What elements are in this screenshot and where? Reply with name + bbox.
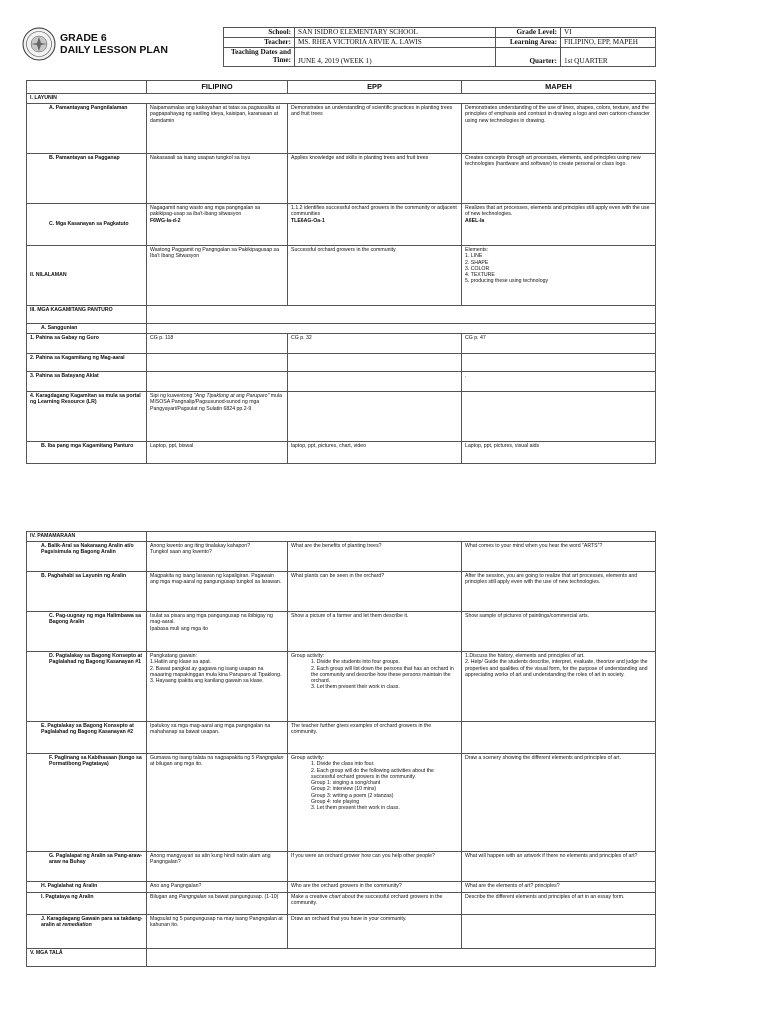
cell-filipino: Anong mangyayari sa atin kung hindi natin alam ang Pangngalan?	[147, 852, 288, 882]
cell-mapeh: Demonstrates understanding of the use of lines, shapes, colors, texture, and the principles of emphasis and contrast in drawing a logo and own cartoon character using new technologies in drawing.	[462, 104, 656, 154]
cell-epp: What are the benefits of planting trees?	[288, 542, 462, 572]
cell-mapeh: After the session, you are going to realize that art processes, elements and principles still apply even with the use of new technologies.	[462, 572, 656, 612]
emphasis-term: Pangngalan	[178, 894, 207, 900]
row-label: F. Paglinang sa Kabihasaan (tungo sa Pormatibong Pagtataya)	[27, 754, 147, 852]
column-header-row	[27, 81, 656, 94]
cell-mapeh: Creates concepts through art processes, elements, and principles using new technologies (hardware and software) to create personal or class logo.	[462, 154, 656, 204]
list-item: 1. Divide the students into four groups.	[311, 659, 400, 666]
learning-area-value: FILIPINO, EPP, MAPEH	[561, 38, 656, 48]
cell-text: Group activity:	[291, 653, 325, 659]
cell-epp: CG p. 32	[288, 334, 462, 354]
table-row	[27, 532, 656, 542]
table-row	[27, 204, 656, 246]
row-label: I. Pagtataya ng Aralin	[27, 893, 147, 915]
cell-epp: laptop, ppt, pictures, chart, video	[288, 442, 462, 464]
table-row	[27, 246, 656, 306]
cell-mapeh: Laptop, ppt, pictures, visual aids	[462, 442, 656, 464]
row-label: A. Pamantayang Pangnilalaman	[27, 104, 147, 154]
cell-filipino: Ipatukoy sa mga mag-aaral ang mga pangngalan na mahahanap sa bawat usapan.	[147, 722, 288, 754]
cell-epp	[288, 392, 462, 442]
cell-epp: Successful orchard growers in the community	[288, 246, 462, 306]
row-label: A. Balik-Aral sa Nakaraang Aralin at/o Pagsisimula ng Bagong Aralin	[27, 542, 147, 572]
table-row	[27, 334, 656, 354]
cell-mapeh	[462, 354, 656, 372]
cell-mapeh	[462, 204, 656, 246]
list-item: 2. Each group will do the following activities about the successful orchard growers in the community. Group 1: singing a song/chant Group 2: interview (10 mins) Group 3: writing a poem (2 stanzas) Group 4: role playing	[311, 767, 434, 806]
column-header-blank	[27, 81, 147, 94]
cell-filipino: Magsulat ng 5 pangungusap na may isang Pangngalan at kahunan ito.	[147, 915, 288, 949]
table-row	[27, 722, 656, 754]
list-item: 3. Let them present their work in class.	[311, 805, 400, 812]
cell-epp: What plants can be seen in the orchard?	[288, 572, 462, 612]
story-title: "Ang Tipaklong at ang Paruparo"	[193, 393, 270, 399]
lesson-plan-table-part1	[26, 80, 656, 464]
cell-epp: Applies knowledge and skills in planting trees and fruit trees	[288, 154, 462, 204]
table-row	[27, 392, 656, 442]
cell-filipino	[147, 392, 288, 442]
column-header-mapeh: MAPEH	[462, 81, 656, 94]
row-label: 3. Pahina sa Batayang Aklat	[27, 372, 147, 392]
cell-filipino	[147, 354, 288, 372]
row-label: D. Pagtalakay sa Bagong Konsepto at Paglalahad ng Bagong Kasanayan #1	[27, 652, 147, 722]
grade-level-label: Grade Level:	[496, 28, 561, 38]
row-label: C. Pag-uugnay ng mga Halimbawa sa Bagong Aralin	[27, 612, 147, 652]
table-row	[27, 154, 656, 204]
cell-filipino: Isulat sa pisara ang mga pangungusap na ibibigay ng mag-aaral. Ipabasa muli ang mga ito	[147, 612, 288, 652]
cell-mapeh: What comes to your mind when you hear the word "ARTS"?	[462, 542, 656, 572]
cell-epp	[288, 372, 462, 392]
row-label: G. Paglalapat ng Aralin sa Pang-araw-araw na Buhay	[27, 852, 147, 882]
row-label: 2. Pahina sa Kagamitang ng Mag-aaral	[27, 354, 147, 372]
learning-area-label: Learning Area:	[496, 38, 561, 48]
grade-title: GRADE 6	[60, 32, 107, 44]
empty-cell	[147, 949, 656, 967]
cell-mapeh	[462, 722, 656, 754]
emphasis-term: remediation	[62, 922, 92, 929]
table-row	[27, 306, 656, 324]
cell-epp	[288, 754, 462, 852]
cell-mapeh: CG p. 47	[462, 334, 656, 354]
row-label: V. MGA TALÂ	[27, 949, 147, 967]
column-header-filipino: FILIPINO	[147, 81, 288, 94]
teacher-value: MS. RHEA VICTORIA ARVIE A. LAWIS	[295, 38, 496, 48]
table-row	[27, 652, 656, 722]
cell-epp	[288, 204, 462, 246]
row-label: E. Pagtalakay sa Bagong Konsepto at Paglalahad ng Bagong Kasanayan #2	[27, 722, 147, 754]
cell-filipino: Nakasasali sa isang usapan tungkol sa isyu	[147, 154, 288, 204]
row-label: 1. Pahina sa Gabay ng Guro	[27, 334, 147, 354]
cell-epp: Make a creative chart about the successful orchard growers in the community.	[288, 893, 462, 915]
cell-filipino: Laptop, ppt, biswal	[147, 442, 288, 464]
activity-list	[291, 659, 458, 690]
cell-epp	[288, 354, 462, 372]
cell-text: Nagagamit nang wasto ang mga pangngalan sa pakikipag-usap sa iba't-ibang sitwasyon	[150, 205, 261, 218]
competency-code: TLE6AG-Oa-1	[291, 217, 325, 224]
empty-cell	[147, 306, 656, 324]
document-header	[22, 27, 655, 73]
section-layunin: I. LAYUNIN	[27, 94, 656, 104]
table-row	[27, 612, 656, 652]
table-row	[27, 754, 656, 852]
row-label: III. MGA KAGAMITANG PANTURO	[27, 306, 147, 324]
cell-text: mula MISOSA Pangnalip/Pagsusunod-sunod ng mga Pangyayari/Pagsulat ng Sulatin 6824 pp.2-9	[150, 393, 282, 412]
activity-list	[291, 761, 458, 811]
cell-filipino: Magpakita ng isang larawan ng kapaligiran. Pagawain ang mga mag-aaral ng pangungusap tungkol sa larawan.	[147, 572, 288, 612]
cell-epp: Who are the orchard growers in the community?	[288, 882, 462, 893]
cell-filipino: Pangkatang gawain: 1.Hatiin ang klase sa apat. 2. Bawat pangkat ay gagawa ng isang usapan na maaaring mapakinggan mula kina Paruparo at Tipaklong. 3. Hayaang ipakita ang kanilang gawain sa klase.	[147, 652, 288, 722]
table-row	[27, 852, 656, 882]
cell-mapeh: Describe the different elements and principles of art in an essay form.	[462, 893, 656, 915]
row-label: II. NILALAMAN	[27, 246, 147, 306]
table-row	[27, 372, 656, 392]
lesson-plan-table-part2	[26, 531, 656, 967]
empty-cell	[147, 324, 656, 334]
list-item: 3. Let them present their work in class.	[311, 684, 400, 691]
cell-text: 1.1.2 identifies successful orchard growers in the community or adjacent communities	[291, 205, 457, 218]
section-pamamaraan: IV. PAMAMARAAN	[27, 532, 147, 542]
cell-mapeh	[462, 915, 656, 949]
dates-label: Teaching Dates and Time:	[224, 48, 295, 67]
deped-seal-icon	[22, 27, 56, 61]
cell-epp: Show a picture of a farmer and let them describe it.	[288, 612, 462, 652]
row-label: 4. Karagdagang Kagamitan sa mula sa portal ng Learning Resource (LR)	[27, 392, 147, 442]
cell-filipino: Naipamamalas ang kakayahan at tatas sa pagsasalita at pagpapahayag ng sariling ideya, kaisipan, karanasan at damdamin	[147, 104, 288, 154]
table-row	[27, 893, 656, 915]
cell-epp: Demonstrates an understanding of scientific practices in planting trees and fruit trees	[288, 104, 462, 154]
table-row	[27, 882, 656, 893]
row-label: C. Mga Kasanayan sa Pagkatuto	[27, 204, 147, 246]
row-label: B. Iba pang mga Kagamitang Panturo	[27, 442, 147, 464]
teacher-label: Teacher:	[224, 38, 295, 48]
plan-title: DAILY LESSON PLAN	[60, 44, 168, 56]
cell-epp: The teacher further gives examples of orchard growers in the community.	[288, 722, 462, 754]
emphasis-term: Pangngalan	[255, 755, 284, 761]
cell-mapeh	[462, 392, 656, 442]
cell-mapeh: Elements: 1. LINE 2. SHAPE 3. COLOR 4. TEXTURE 5. producing these using technology	[462, 246, 656, 306]
cell-mapeh: Draw a scenery showing the different elements and principles of art.	[462, 754, 656, 852]
table-row	[27, 104, 656, 154]
row-label: B. Pamantayan sa Pagganap	[27, 154, 147, 204]
table-row	[27, 949, 656, 967]
competency-code: A6EL-Ia	[465, 217, 485, 224]
table-row	[27, 442, 656, 464]
table-row	[27, 915, 656, 949]
table-row	[27, 324, 656, 334]
table-row	[27, 572, 656, 612]
cell-epp: If you were an orchard grower how can you help other people?	[288, 852, 462, 882]
cell-mapeh: What are the elements of art? principles?	[462, 882, 656, 893]
dates-value: JUNE 4, 2019 (WEEK 1)	[295, 48, 496, 67]
row-label: H. Paglalahat ng Aralin	[27, 882, 147, 893]
header-info-table	[223, 27, 656, 67]
empty-cell	[147, 532, 656, 542]
cell-filipino: Wastong Paggamit ng Pangngalan sa Pakikipagusap sa Iba't Ibang Sitwasyon	[147, 246, 288, 306]
list-item: 1. Divide the class into four.	[311, 761, 375, 768]
school-label: School:	[224, 28, 295, 38]
cell-text: Group activity:	[291, 755, 325, 761]
column-header-epp: EPP	[288, 81, 462, 94]
cell-text: Sipi ng kuwentong	[150, 393, 194, 399]
row-label: A. Sanggunian	[27, 324, 147, 334]
cell-mapeh: .	[462, 372, 656, 392]
cell-filipino	[147, 204, 288, 246]
cell-mapeh: 1.Discuss the history, elements and principles of art. 2. Help/ Guide the students describe, interpret, evaluate, theorize and judge the properties and qualities of the visual form, for the purpose of understanding and appreciating works of art and understanding the roles of art in society.	[462, 652, 656, 722]
quarter-label: Quarter:	[496, 48, 561, 67]
cell-filipino: Anong kwento ang iting tinalakay kahapon? Tungkol saan ang kwento?	[147, 542, 288, 572]
grade-level-value: VI	[561, 28, 656, 38]
cell-mapeh: Show sample of pictures of paintings/commercial arts.	[462, 612, 656, 652]
cell-filipino: Gumawa ng isang talata na nagpapakita ng 5 Pangngalan at bilugan ang mga ito.	[147, 754, 288, 852]
cell-mapeh: What will happen with an artwork if there no elements and principles of art?	[462, 852, 656, 882]
cell-filipino: Bilugan ang Pangngalan sa bawat pangungusap. (1-10)	[147, 893, 288, 915]
quarter-value: 1st QUARTER	[561, 48, 656, 67]
school-value: SAN ISIDRO ELEMENTARY SCHOOL	[295, 28, 496, 38]
cell-filipino: CG p. 118	[147, 334, 288, 354]
row-label: J. Karagdagang Gawain para sa takdang-aralin at remediation	[27, 915, 147, 949]
cell-epp: Draw an orchard that you have in your community.	[288, 915, 462, 949]
list-item: 2. Each group will list down the persons that has an orchard in the community and describe how these persons maintain the orchard.	[311, 665, 454, 685]
emphasis-term: chart	[329, 894, 341, 900]
plan-title-block	[60, 32, 168, 56]
cell-text: Realizes that art processes, elements and principles still apply even with the use of new technologies.	[465, 205, 650, 218]
competency-code: F6WG-Ia-d-2	[150, 217, 181, 224]
cell-filipino	[147, 372, 288, 392]
cell-filipino: Ano ang Pangngalan?	[147, 882, 288, 893]
table-row	[27, 542, 656, 572]
table-row	[27, 354, 656, 372]
row-label: B. Paghahabi sa Layunin ng Aralin	[27, 572, 147, 612]
cell-epp	[288, 652, 462, 722]
